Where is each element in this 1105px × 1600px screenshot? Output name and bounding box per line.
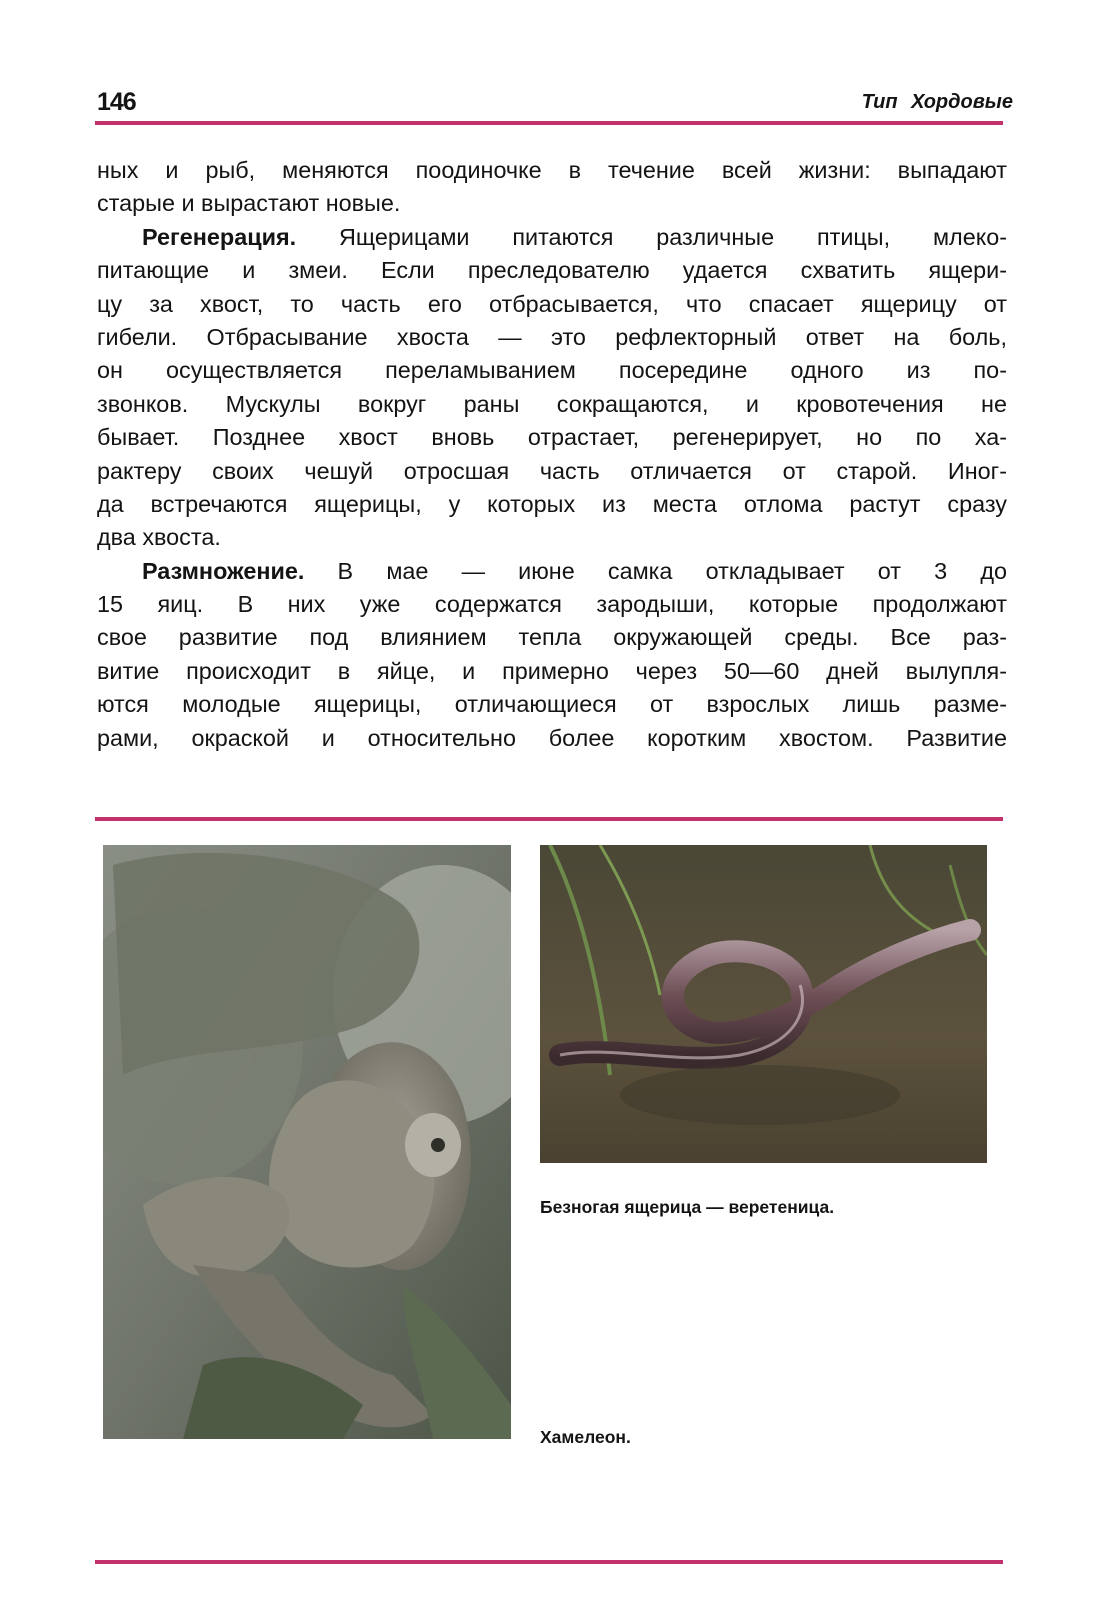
running-head: Тип Хордовые xyxy=(861,91,1013,113)
page-number: 146 xyxy=(97,88,136,116)
body-text xyxy=(97,154,1007,755)
figure-caption-slowworm: Безногая ящерица — веретеница. xyxy=(540,1197,835,1217)
text-line: питающие и змеи. Если преследователю удается схватить ящери- xyxy=(97,257,1007,284)
text-line: два хвоста. xyxy=(97,524,221,551)
text-line: да встречаются ящерицы, у которых из места отлома растут сразу xyxy=(97,490,1007,517)
slowworm-photo xyxy=(540,845,987,1163)
text-line: звонков. Мускулы вокруг раны сокращаются, и кровотечения не xyxy=(97,390,1007,417)
runin-heading-reproduction: Размножение. xyxy=(142,557,305,584)
text-line: старые и вырастают новые. xyxy=(97,190,401,217)
text-line: цу за хвост, то часть его отбрасывается, что спасает ящерицу от xyxy=(97,290,1007,317)
text-line: рактеру своих чешуй отросшая часть отличается от старой. Иног- xyxy=(97,457,1007,484)
runin-heading-regeneration: Регенерация. xyxy=(142,223,297,250)
text-line: гибели. Отбрасывание хвоста — это рефлекторный ответ на боль, xyxy=(97,323,1007,350)
text-line: бывает. Позднее хвост вновь отрастает, регенерирует, но по ха- xyxy=(97,424,1007,451)
paragraph-regeneration-first-line xyxy=(97,221,1007,254)
figure-caption-chameleon: Хамелеон. xyxy=(540,1427,631,1447)
text-line: В мае — июне самка откладывает от 3 до xyxy=(337,557,1007,584)
header-rule xyxy=(95,121,1003,125)
text-line: ются молодые ящерицы, отличающиеся от взрослых лишь разме- xyxy=(97,691,1007,718)
text-line: Ящерицами питаются различные птицы, млеко- xyxy=(338,223,1007,250)
figure-bottom-rule xyxy=(95,1560,1003,1564)
text-line: он осуществляется переламыванием посередине одного из по- xyxy=(97,357,1007,384)
figure-top-rule xyxy=(95,817,1003,821)
text-line: рами, окраской и относительно более коротким хвостом. Развитие xyxy=(97,724,1007,751)
text-line: свое развитие под влиянием тепла окружающей среды. Все раз- xyxy=(97,624,1007,651)
chameleon-photo xyxy=(103,845,511,1439)
text-line: 15 яиц. В них уже содержатся зародыши, которые продолжают xyxy=(97,591,1007,618)
text-line: витие происходит в яйце, и примерно через 50—60 дней вылупля- xyxy=(97,657,1007,684)
paragraph-reproduction-first-line xyxy=(97,555,1007,588)
text-line: ных и рыб, меняются поодиночке в течение всей жизни: выпадают xyxy=(97,157,1007,183)
